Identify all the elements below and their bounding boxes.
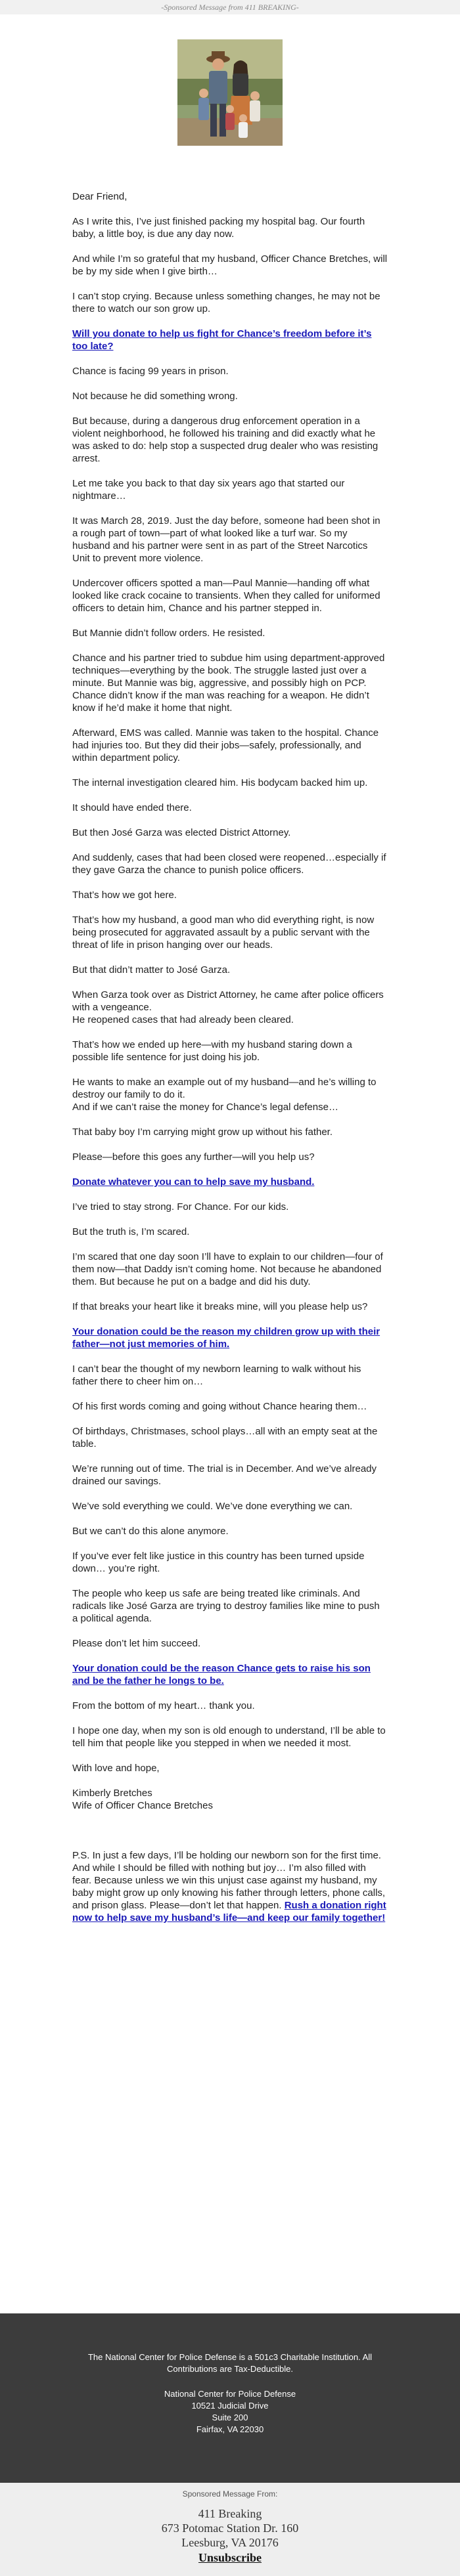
- paragraph: But that didn’t matter to José Garza.: [72, 964, 231, 976]
- signature-name: Kimberly Bretches: [72, 1788, 152, 1799]
- paragraph: From the bottom of my heart… thank you.: [72, 1700, 255, 1711]
- paragraph: The internal investigation cleared him. His bodycam backed him up.: [72, 777, 368, 788]
- sponsor-name: 411 Breaking: [198, 2507, 262, 2520]
- paragraph: And suddenly, cases that had been closed were reopened…especially if they gave Garza the chance to punish police officers.: [72, 852, 386, 876]
- org-footer: [0, 2313, 460, 2483]
- paragraph: I hope one day, when my son is old enough to understand, I’ll be able to tell him that people like you stepped in when we needed it most.: [72, 1725, 386, 1749]
- line: He wants to make an example out of my husband—and he’s willing to destroy our family to do it.: [72, 1077, 377, 1100]
- paragraph: We’re running out of time. The trial is in December. And we’ve already drained our savings.: [72, 1463, 377, 1487]
- paragraph: As I write this, I’ve just finished packing my hospital bag. Our fourth baby, a little boy, is due any day now.: [72, 216, 365, 240]
- ps-text: P.S. In just a few days, I’ll be holding our newborn son for the first time. And while I should be filled with nothing but joy… I’m also filled with fear. Because unless we win this unjust case against my husband, my baby might grow up only knowing his father through letters, phone calls, and prison glass. Please—don’t let that happen.: [72, 1850, 386, 1911]
- paragraph: That’s how my husband, a good man who did everything right, is now being prosecuted for aggravated assault by a public servant with the threat of life in prison hanging over our heads.: [72, 914, 375, 951]
- paragraph: But Mannie didn’t follow orders. He resisted.: [72, 628, 265, 639]
- signature-title: Wife of Officer Chance Bretches: [72, 1800, 213, 1811]
- greeting: Dear Friend,: [72, 191, 127, 202]
- paragraph: If that breaks your heart like it breaks mine, will you please help us?: [72, 1301, 368, 1312]
- closing: With love and hope,: [72, 1763, 160, 1774]
- line: When Garza took over as District Attorney, he came after police officers with a vengeance.: [72, 989, 384, 1013]
- paragraph: That baby boy I’m carrying might grow up without his father.: [72, 1127, 333, 1138]
- paragraph: Please—before this goes any further—will you help us?: [72, 1151, 315, 1163]
- paragraph: Please don’t let him succeed.: [72, 1638, 201, 1649]
- signature: [72, 1787, 388, 1812]
- letter-body: [72, 190, 388, 1937]
- sponsor-footer: [0, 2483, 460, 2576]
- paragraph: [72, 1076, 388, 1113]
- donate-link-3[interactable]: Your donation could be the reason my children grow up with their father—not just memories of him.: [72, 1326, 380, 1350]
- paragraph: It should have ended there.: [72, 802, 192, 813]
- donate-link-2[interactable]: Donate whatever you can to help save my husband.: [72, 1176, 315, 1188]
- family-photo: [177, 39, 283, 146]
- sponsor-city: Leesburg, VA 20176: [181, 2536, 279, 2549]
- paragraph: I’ve tried to stay strong. For Chance. For our kids.: [72, 1201, 289, 1213]
- paragraph: If you’ve ever felt like justice in this country has been turned upside down… you’re right.: [72, 1551, 365, 1574]
- sponsor-label: Sponsored Message From:: [182, 2489, 278, 2499]
- line: He reopened cases that had already been cleared.: [72, 1014, 294, 1025]
- line: And if we can’t raise the money for Chance’s legal defense…: [72, 1102, 338, 1113]
- paragraph: We’ve sold everything we could. We’ve done everything we can.: [72, 1501, 353, 1512]
- address-line: 10521 Judicial Drive: [191, 2401, 269, 2411]
- tax-notice: The National Center for Police Defense is a 501c3 Charitable Institution. All Contributions are Tax-Deductible.: [87, 2352, 373, 2374]
- unsubscribe-link[interactable]: Unsubscribe: [198, 2551, 262, 2564]
- paragraph: But the truth is, I’m scared.: [72, 1226, 190, 1237]
- paragraph: I can’t stop crying. Because unless something changes, he may not be there to watch our son grow up.: [72, 291, 380, 314]
- paragraph: The people who keep us safe are being treated like criminals. And radicals like José Garza are trying to destroy families like mine to push a political agenda.: [72, 1588, 380, 1624]
- paragraph: I can’t bear the thought of my newborn learning to walk without his father there to cheer him on…: [72, 1363, 361, 1387]
- paragraph: But because, during a dangerous drug enforcement operation in a violent neighborhood, he followed his training and did exactly what he was asked to do: help stop a suspected drug dealer who was resisting arrest.: [72, 416, 379, 464]
- org-address: [0, 2388, 460, 2436]
- paragraph: [72, 989, 388, 1026]
- donate-link-ps[interactable]: Rush a donation right now to help save my husband’s life—and keep our family together!: [72, 1900, 386, 1923]
- paragraph: But we can’t do this alone anymore.: [72, 1526, 229, 1537]
- sponsored-banner: -Sponsored Message from 411 BREAKING-: [0, 0, 460, 14]
- address-line: Suite 200: [212, 2413, 248, 2422]
- paragraph: That’s how we ended up here—with my husband staring down a possible life sentence for just doing his job.: [72, 1039, 352, 1063]
- paragraph: Let me take you back to that day six years ago that started our nightmare…: [72, 478, 345, 502]
- paragraph: Undercover officers spotted a man—Paul Mannie—handing off what looked like crack cocaine to transients. When they called for uniformed officers to detain him, Chance and his partner stepped in.: [72, 578, 380, 614]
- paragraph: Afterward, EMS was called. Mannie was taken to the hospital. Chance had injuries too. But they did their jobs—safely, professionally, and within department policy.: [72, 727, 379, 763]
- postscript: [72, 1849, 388, 1924]
- sponsor-address: 673 Potomac Station Dr. 160: [161, 2522, 299, 2535]
- paragraph: Not because he did something wrong.: [72, 391, 238, 402]
- paragraph: And while I’m so grateful that my husband, Officer Chance Bretches, will be by my side when I give birth…: [72, 253, 388, 277]
- paragraph: That’s how we got here.: [72, 890, 177, 901]
- address-city: Fairfax, VA 22030: [196, 2424, 264, 2434]
- donate-link-4[interactable]: Your donation could be the reason Chance gets to raise his son and be the father he longs to be.: [72, 1663, 371, 1686]
- paragraph: Chance is facing 99 years in prison.: [72, 366, 229, 377]
- paragraph: Of birthdays, Christmases, school plays…all with an empty seat at the table.: [72, 1426, 378, 1449]
- paragraph: Of his first words coming and going without Chance hearing them…: [72, 1401, 367, 1412]
- paragraph: Chance and his partner tried to subdue him using department-approved techniques—everything by the book. The struggle lasted just over a minute. But Mannie was big, aggressive, and possibly high on PCP. Chance didn’t know if the man was reaching for a weapon. He didn’t know if he’d make it home that night.: [72, 653, 385, 714]
- paragraph: But then José Garza was elected District Attorney.: [72, 827, 291, 838]
- paragraph: I’m scared that one day soon I’ll have to explain to our children—four of them now—that Daddy isn’t coming home. Not because he abandoned them. But because he put on a badge and did his duty.: [72, 1251, 383, 1287]
- org-name: National Center for Police Defense: [164, 2389, 296, 2399]
- donate-link-1[interactable]: Will you donate to help us fight for Chance’s freedom before it’s too late?: [72, 328, 372, 352]
- paragraph: It was March 28, 2019. Just the day before, someone had been shot in a rough part of town—part of what looked like a turf war. So my husband and his partner were sent in as part of the Street Narcotics Unit to prevent more violence.: [72, 515, 380, 564]
